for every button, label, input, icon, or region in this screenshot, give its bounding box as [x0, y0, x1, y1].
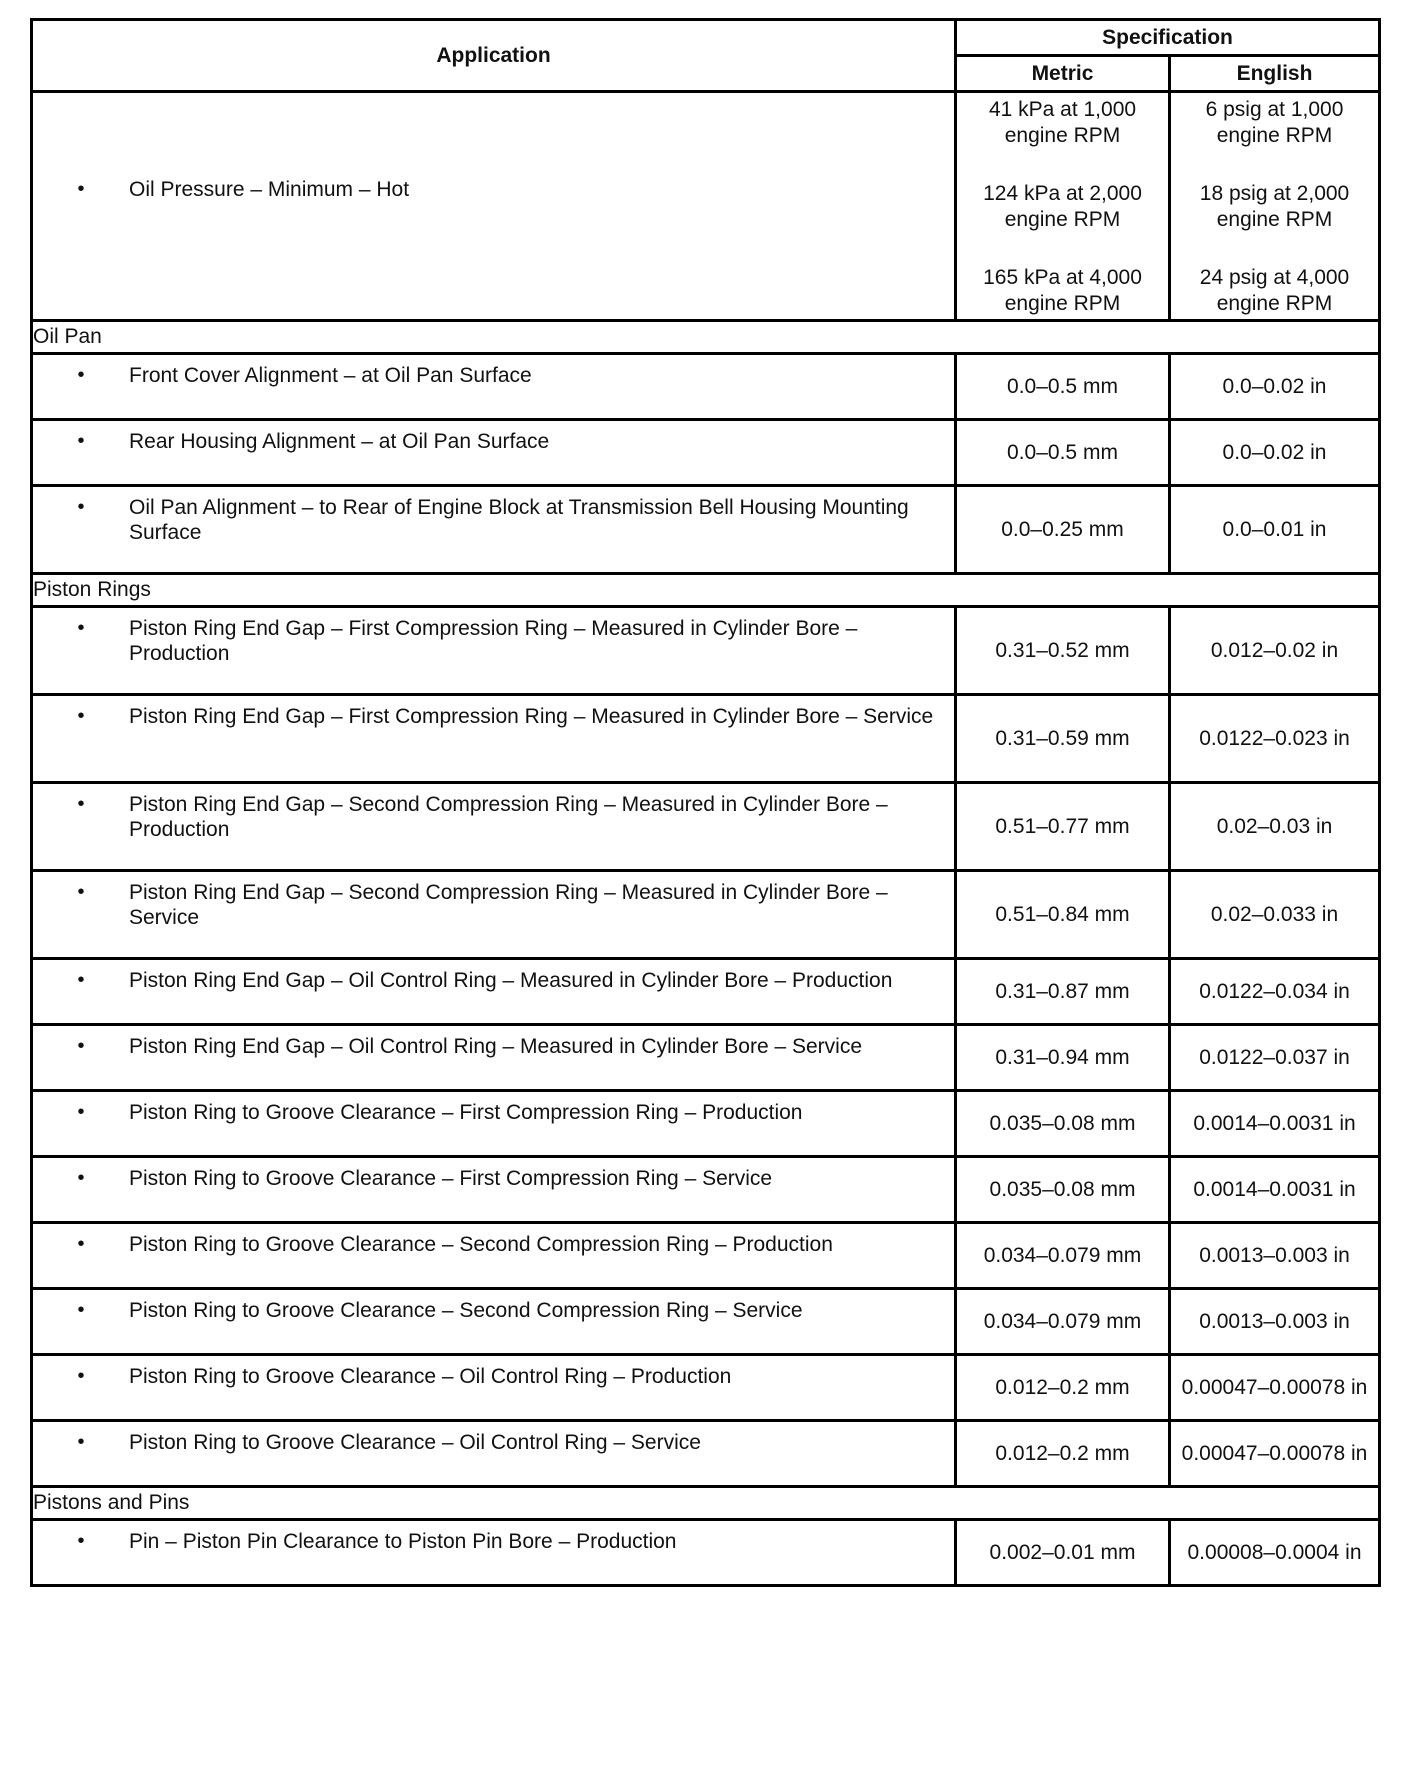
metric-value: 0.035–0.08 mm [956, 1157, 1170, 1223]
spec-row [32, 695, 1380, 783]
english-cell [1170, 92, 1380, 321]
value-line: engine RPM [1004, 208, 1121, 231]
application-cell [32, 1157, 956, 1223]
value-line: engine RPM [1216, 208, 1333, 231]
application-cell [32, 1025, 956, 1091]
section-title: Oil Pan [32, 321, 1380, 354]
english-value: 0.0–0.02 in [1170, 354, 1380, 420]
application-cell [32, 1289, 956, 1355]
metric-value: 0.035–0.08 mm [956, 1091, 1170, 1157]
application-cell [32, 420, 956, 486]
bullet-icon: • [77, 430, 85, 452]
application-cell [32, 1520, 956, 1586]
application-text: Piston Ring to Groove Clearance – Second Compression Ring – Service [129, 1299, 803, 1322]
spec-row [32, 1520, 1380, 1586]
bullet-icon: • [77, 364, 85, 386]
section-title: Piston Rings [32, 574, 1380, 607]
application-text: Piston Ring End Gap – First Compression Ring – Measured in Cylinder Bore – Service [129, 705, 934, 728]
english-value: 0.00047–0.00078 in [1170, 1355, 1380, 1421]
section-header-row [32, 321, 1380, 354]
application-cell [32, 1091, 956, 1157]
spec-page [30, 18, 1378, 1587]
application-text: Piston Ring to Groove Clearance – First Compression Ring – Service [129, 1167, 773, 1190]
metric-value [957, 97, 1168, 149]
metric-value: 0.034–0.079 mm [956, 1289, 1170, 1355]
application-text: Piston Ring to Groove Clearance – First Compression Ring – Production [129, 1101, 803, 1124]
english-value: 0.0013–0.003 in [1170, 1289, 1380, 1355]
spec-row [32, 783, 1380, 871]
value-line: 18 psig at 2,000 [1199, 182, 1350, 205]
bullet-icon: • [77, 793, 85, 815]
application-header: Application [32, 20, 956, 92]
specification-table [30, 18, 1381, 1587]
metric-header: Metric [956, 56, 1170, 92]
application-text: Piston Ring to Groove Clearance – Oil Control Ring – Production [129, 1365, 732, 1388]
section-title: Pistons and Pins [32, 1487, 1380, 1520]
spec-row [32, 1025, 1380, 1091]
spec-row [32, 1289, 1380, 1355]
english-value: 0.0014–0.0031 in [1170, 1091, 1380, 1157]
english-value: 0.00008–0.0004 in [1170, 1520, 1380, 1586]
value-line: 41 kPa at 1,000 [988, 98, 1137, 121]
metric-value: 0.31–0.94 mm [956, 1025, 1170, 1091]
spec-row [32, 959, 1380, 1025]
spec-row [32, 486, 1380, 574]
application-cell [32, 1421, 956, 1487]
bullet-icon: • [77, 1530, 85, 1552]
bullet-icon: • [77, 881, 85, 903]
application-cell [32, 783, 956, 871]
bullet-icon: • [77, 496, 85, 518]
value-line: engine RPM [1216, 292, 1333, 315]
bullet-icon: • [77, 969, 85, 991]
spec-row [32, 1421, 1380, 1487]
bullet-icon: • [77, 1365, 85, 1387]
spec-row [32, 1091, 1380, 1157]
metric-value: 0.0–0.5 mm [956, 354, 1170, 420]
english-value: 0.012–0.02 in [1170, 607, 1380, 695]
english-value: 0.0–0.02 in [1170, 420, 1380, 486]
bullet-icon: • [77, 1101, 85, 1123]
metric-value [957, 265, 1168, 317]
metric-value: 0.002–0.01 mm [956, 1520, 1170, 1586]
bullet-icon: • [77, 617, 85, 639]
application-text: Rear Housing Alignment – at Oil Pan Surface [129, 430, 550, 453]
application-text: Piston Ring End Gap – Second Compression Ring – Measured in Cylinder Bore – Service [129, 881, 888, 929]
english-value: 0.0013–0.003 in [1170, 1223, 1380, 1289]
spec-row [32, 871, 1380, 959]
english-value: 0.0122–0.034 in [1170, 959, 1380, 1025]
english-value: 0.02–0.03 in [1170, 783, 1380, 871]
english-value [1171, 181, 1378, 233]
english-value: 0.00047–0.00078 in [1170, 1421, 1380, 1487]
bullet-icon: • [77, 1035, 85, 1057]
application-cell [32, 1223, 956, 1289]
metric-value: 0.0–0.25 mm [956, 486, 1170, 574]
bullet-icon: • [77, 1299, 85, 1321]
metric-value: 0.51–0.84 mm [956, 871, 1170, 959]
application-text: Piston Ring to Groove Clearance – Second Compression Ring – Production [129, 1233, 833, 1256]
bullet-icon: • [77, 1233, 85, 1255]
value-line: 6 psig at 1,000 [1205, 98, 1344, 121]
metric-value: 0.51–0.77 mm [956, 783, 1170, 871]
application-cell [32, 92, 956, 321]
english-value: 0.0122–0.023 in [1170, 695, 1380, 783]
bullet-icon: • [77, 178, 85, 200]
english-value [1171, 265, 1378, 317]
english-value: 0.0–0.01 in [1170, 486, 1380, 574]
application-cell [32, 486, 956, 574]
bullet-icon: • [77, 1167, 85, 1189]
specification-header: Specification [956, 20, 1380, 56]
section-header-row [32, 1487, 1380, 1520]
spec-row [32, 420, 1380, 486]
application-text: Front Cover Alignment – at Oil Pan Surface [129, 364, 532, 387]
application-cell [32, 695, 956, 783]
value-line: 165 kPa at 4,000 [983, 266, 1142, 289]
application-text: Piston Ring End Gap – Oil Control Ring – Measured in Cylinder Bore – Production [129, 969, 893, 992]
value-line: 124 kPa at 2,000 [983, 182, 1142, 205]
english-value [1171, 97, 1378, 149]
application-cell [32, 607, 956, 695]
value-line: 24 psig at 4,000 [1199, 266, 1350, 289]
application-text: Oil Pressure – Minimum – Hot [129, 178, 410, 201]
english-header: English [1170, 56, 1380, 92]
metric-value: 0.012–0.2 mm [956, 1421, 1170, 1487]
value-line: engine RPM [1216, 124, 1333, 147]
application-cell [32, 1355, 956, 1421]
english-value: 0.0014–0.0031 in [1170, 1157, 1380, 1223]
application-text: Pin – Piston Pin Clearance to Piston Pin Bore – Production [129, 1530, 677, 1553]
spec-row [32, 607, 1380, 695]
application-text: Oil Pan Alignment – to Rear of Engine Block at Transmission Bell Housing Mounting Surface [129, 496, 909, 544]
english-value: 0.02–0.033 in [1170, 871, 1380, 959]
application-text: Piston Ring to Groove Clearance – Oil Control Ring – Service [129, 1431, 701, 1454]
metric-value: 0.034–0.079 mm [956, 1223, 1170, 1289]
metric-cell [956, 92, 1170, 321]
application-cell [32, 354, 956, 420]
metric-value [957, 181, 1168, 233]
metric-value: 0.31–0.52 mm [956, 607, 1170, 695]
value-line: engine RPM [1004, 292, 1121, 315]
application-text: Piston Ring End Gap – Oil Control Ring – Measured in Cylinder Bore – Service [129, 1035, 863, 1058]
metric-value: 0.0–0.5 mm [956, 420, 1170, 486]
english-value: 0.0122–0.037 in [1170, 1025, 1380, 1091]
spec-row [32, 1355, 1380, 1421]
spec-row [32, 1157, 1380, 1223]
metric-value: 0.012–0.2 mm [956, 1355, 1170, 1421]
application-text: Piston Ring End Gap – First Compression Ring – Measured in Cylinder Bore – Production [129, 617, 858, 665]
oil-pressure-row [32, 92, 1380, 321]
application-text: Piston Ring End Gap – Second Compression Ring – Measured in Cylinder Bore – Production [129, 793, 888, 841]
application-cell [32, 871, 956, 959]
bullet-icon: • [77, 1431, 85, 1453]
value-line: engine RPM [1004, 124, 1121, 147]
metric-value: 0.31–0.87 mm [956, 959, 1170, 1025]
application-cell [32, 959, 956, 1025]
spec-row [32, 354, 1380, 420]
spec-row [32, 1223, 1380, 1289]
metric-value: 0.31–0.59 mm [956, 695, 1170, 783]
section-header-row [32, 574, 1380, 607]
bullet-icon: • [77, 705, 85, 727]
